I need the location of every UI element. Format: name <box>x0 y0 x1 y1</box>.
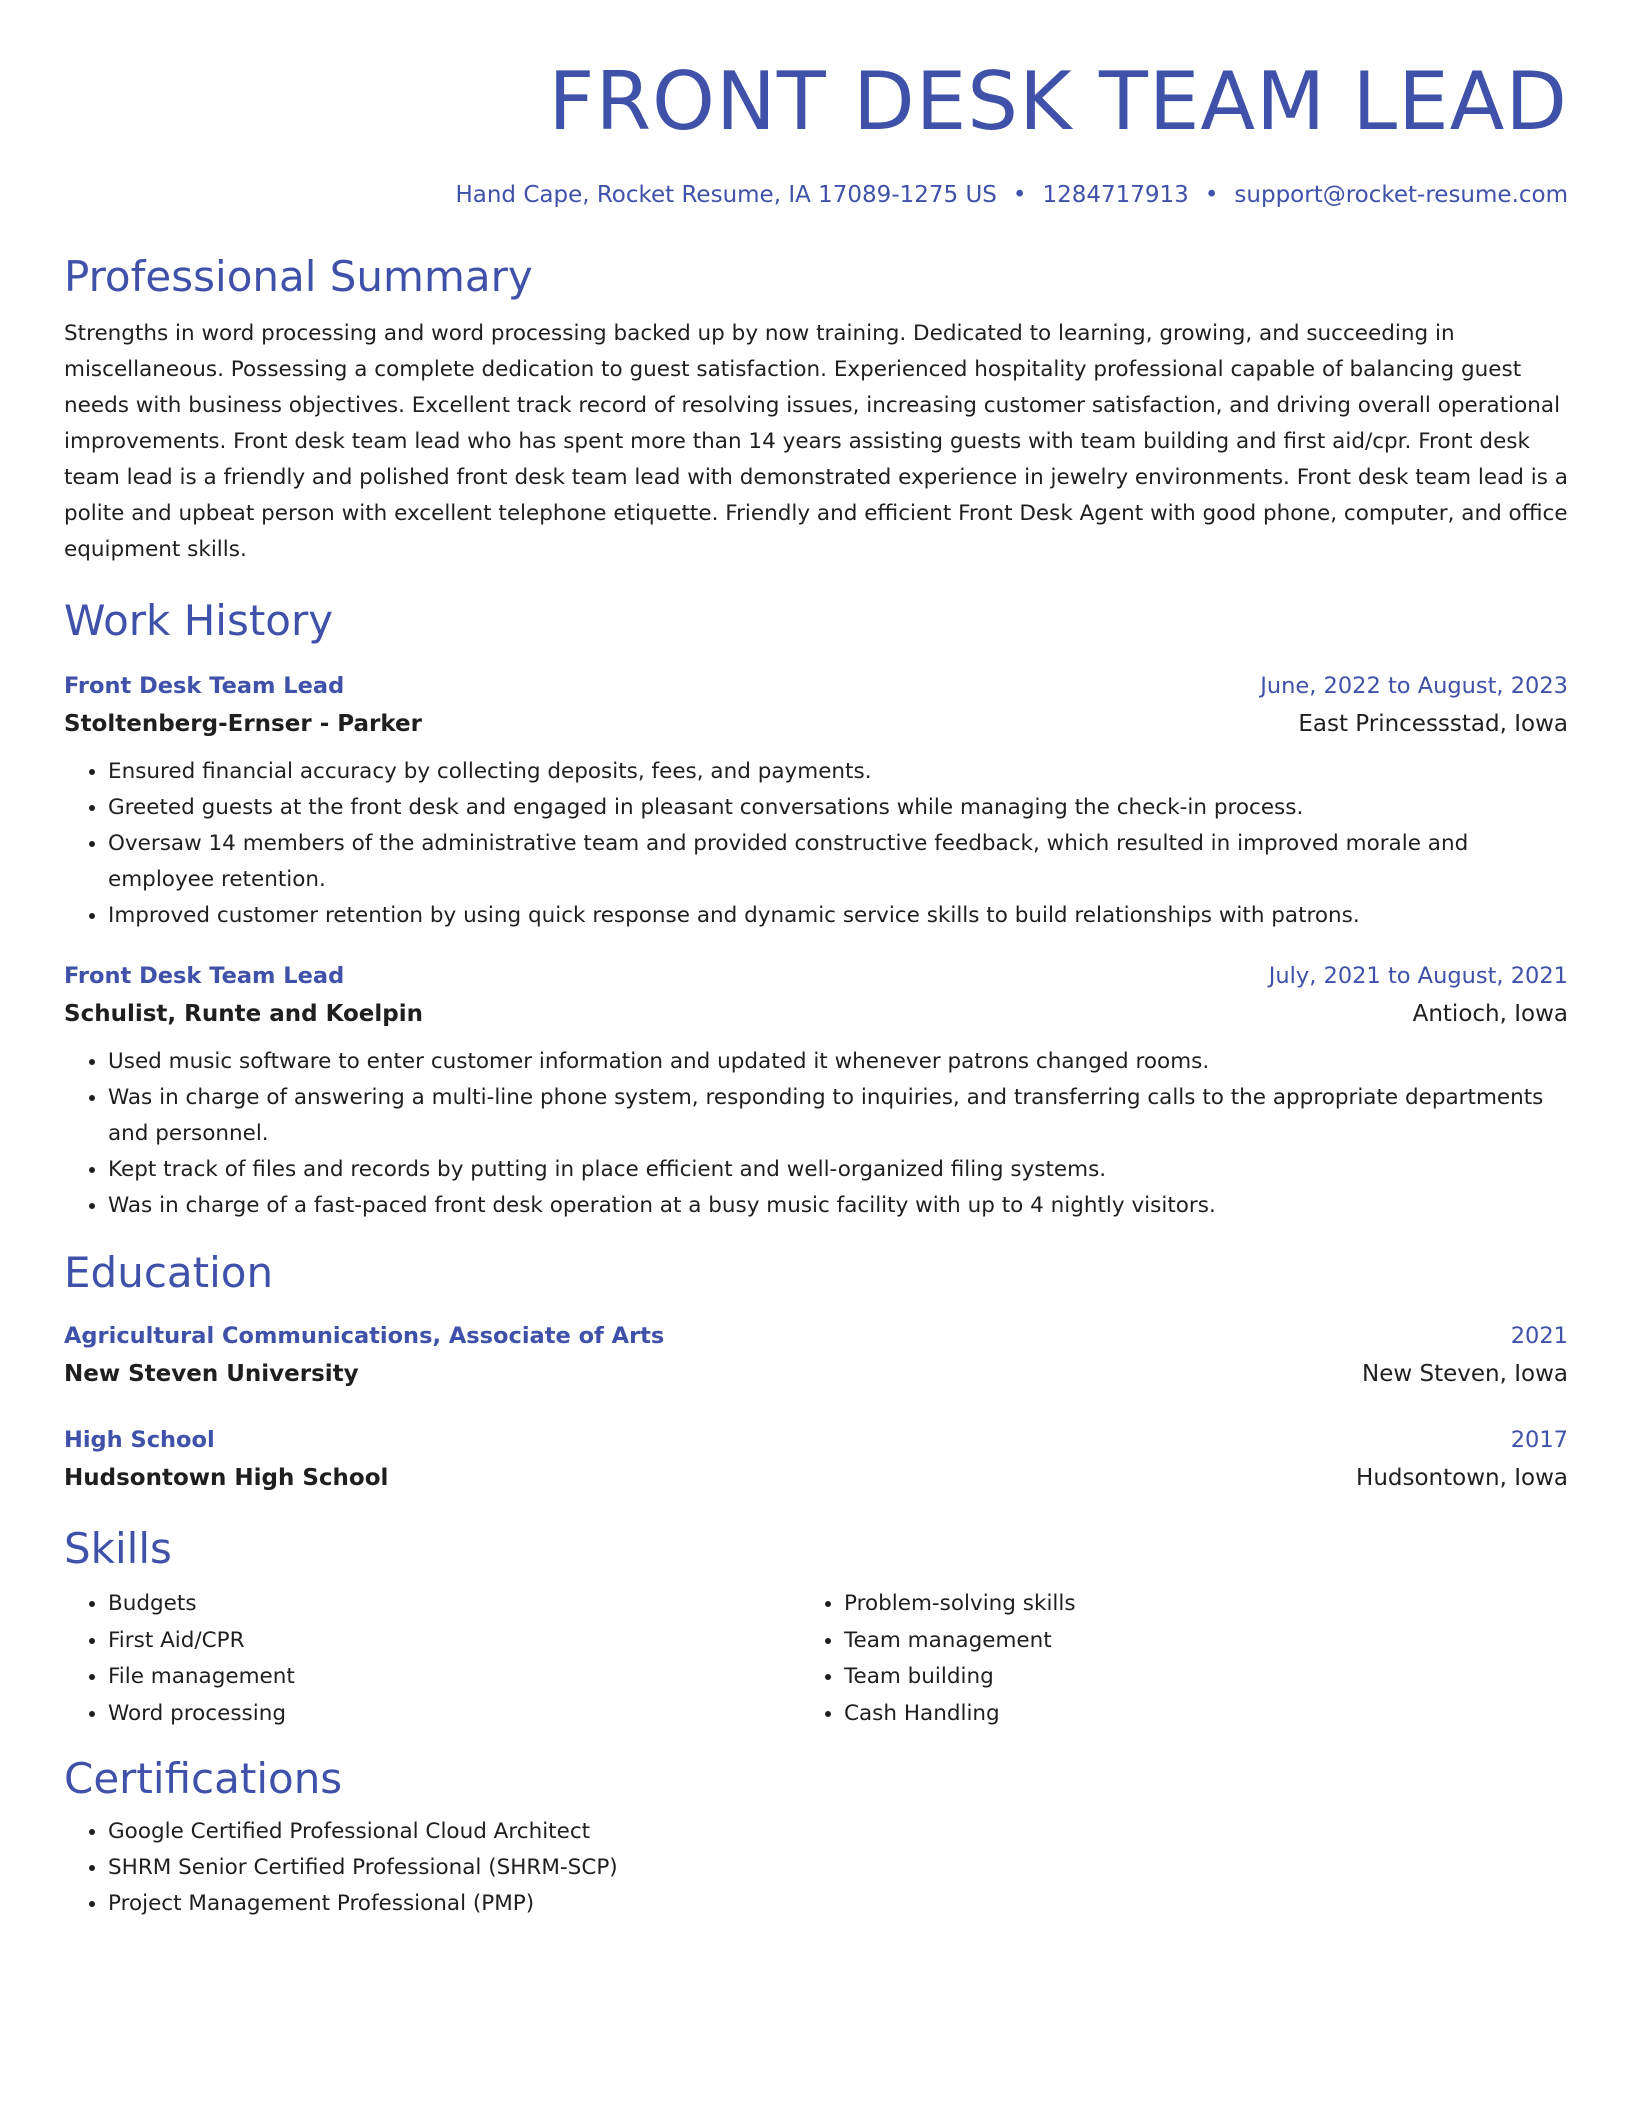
resume-name-title: FRONT DESK TEAM LEAD <box>548 55 1568 148</box>
job-role: Front Desk Team Lead <box>64 963 345 989</box>
skills-columns <box>64 1586 1568 1732</box>
certifications-list <box>64 1814 1568 1922</box>
certification-item: • Project Management Professional (PMP) <box>108 1886 1568 1922</box>
skills-list-right <box>800 1586 1536 1732</box>
job-dates: July, 2021 to August, 2021 <box>1268 963 1568 989</box>
job-company: Schulist, Runte and Koelpin <box>64 1001 423 1027</box>
contact-email: support@rocket-resume.com <box>1234 182 1568 208</box>
skill-item: • Budgets <box>108 1586 800 1623</box>
certification-item: • Google Certified Professional Cloud Architect <box>108 1814 1568 1850</box>
job-bullet: • Used music software to enter customer information and updated it whenever patrons changed rooms. <box>108 1044 1568 1080</box>
summary-text: Strengths in word processing and word processing backed up by now training. Dedicated to learning, growing, and succeeding in miscellaneous. Possessing a complete dedication to guest satisfaction. Experienced hospitality professional capable of balancing guest needs with business objectives. Excellent track record of resolving issues, increasing customer satisfaction, and driving overall operational improvements. Front desk team lead who has spent more than 14 years assisting guests with team building and first aid/cpr. Front desk team lead is a friendly and polished front desk team lead with demonstrated experience in jewelry environments. Front desk team lead is a polite and upbeat person with excellent telephone etiquette. Friendly and efficient Front Desk Agent with good phone, computer, and office equipment skills. <box>64 321 1568 562</box>
skill-item: • Team building <box>844 1659 1536 1696</box>
summary-heading: Professional Summary <box>64 252 533 301</box>
skill-item: • File management <box>108 1659 800 1696</box>
education-header-row <box>64 1422 1568 1458</box>
certifications-heading: Certifications <box>64 1754 343 1803</box>
education-school-row <box>64 1354 1568 1394</box>
education-degree: High School <box>64 1427 215 1453</box>
job-company-row <box>64 704 1568 744</box>
job-header-row <box>64 958 1568 994</box>
job-bullet: • Was in charge of answering a multi-line phone system, responding to inquiries, and transferring calls to the appropriate departments and personnel. <box>108 1080 1568 1152</box>
job-bullets <box>64 1044 1568 1224</box>
education-heading: Education <box>64 1248 274 1297</box>
job-role: Front Desk Team Lead <box>64 673 345 699</box>
skill-item: • Word processing <box>108 1696 800 1733</box>
job-entry <box>64 958 1568 1224</box>
contact-address: Hand Cape, Rocket Resume, IA 17089-1275 US <box>455 182 997 208</box>
education-header-row <box>64 1318 1568 1354</box>
certification-item: • SHRM Senior Certified Professional (SHRM-SCP) <box>108 1850 1568 1886</box>
job-location: Antioch, Iowa <box>1412 1001 1568 1027</box>
education-school: Hudsontown High School <box>64 1465 389 1491</box>
job-header-row <box>64 668 1568 704</box>
education-school-row <box>64 1458 1568 1498</box>
education-year: 2017 <box>1510 1427 1568 1453</box>
job-bullet: • Was in charge of a fast-paced front desk operation at a busy music facility with up to 4 nightly visitors. <box>108 1188 1568 1224</box>
job-dates: June, 2022 to August, 2023 <box>1260 673 1568 699</box>
education-location: Hudsontown, Iowa <box>1356 1465 1568 1491</box>
work-history-heading: Work History <box>64 596 334 645</box>
education-location: New Steven, Iowa <box>1362 1361 1568 1387</box>
contact-line <box>64 180 1568 210</box>
job-company-row <box>64 994 1568 1034</box>
job-bullet: • Greeted guests at the front desk and engaged in pleasant conversations while managing the check-in process. <box>108 790 1568 826</box>
contact-separator: • <box>1204 182 1219 208</box>
job-bullet: • Oversaw 14 members of the administrative team and provided constructive feedback, which resulted in improved morale and employee retention. <box>108 826 1568 898</box>
education-entry <box>64 1422 1568 1498</box>
skill-item: • Cash Handling <box>844 1696 1536 1733</box>
skill-item: • Problem-solving skills <box>844 1586 1536 1623</box>
skill-item: • Team management <box>844 1623 1536 1660</box>
job-location: East Princessstad, Iowa <box>1298 711 1568 737</box>
skill-item: • First Aid/CPR <box>108 1623 800 1660</box>
education-year: 2021 <box>1510 1323 1568 1349</box>
skills-heading: Skills <box>64 1524 172 1573</box>
skills-list-left <box>64 1586 800 1732</box>
education-entry <box>64 1318 1568 1394</box>
education-school: New Steven University <box>64 1361 359 1387</box>
job-bullet: • Improved customer retention by using quick response and dynamic service skills to build relationships with patrons. <box>108 898 1568 934</box>
contact-phone: 1284717913 <box>1042 182 1189 208</box>
job-bullet: • Ensured financial accuracy by collecting deposits, fees, and payments. <box>108 754 1568 790</box>
contact-separator: • <box>1012 182 1027 208</box>
job-entry <box>64 668 1568 934</box>
education-degree: Agricultural Communications, Associate of Arts <box>64 1323 665 1349</box>
job-bullets <box>64 754 1568 934</box>
job-bullet: • Kept track of files and records by putting in place efficient and well-organized filing systems. <box>108 1152 1568 1188</box>
job-company: Stoltenberg-Ernser - Parker <box>64 711 422 737</box>
